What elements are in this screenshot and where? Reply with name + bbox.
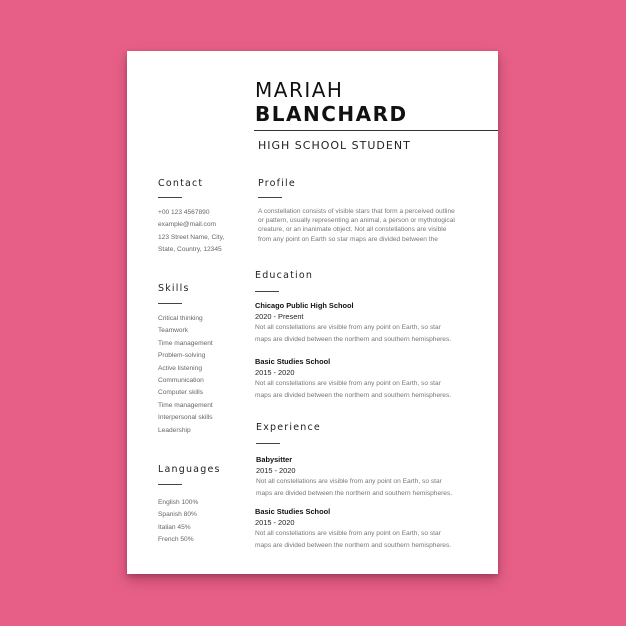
- description-line: maps are divided between the northern and southern hemispheres.: [256, 490, 453, 497]
- skill-item: Critical thinking: [158, 315, 203, 322]
- experience-heading-rule: [256, 443, 280, 444]
- contact-address-line-1: 123 Street Name, City,: [158, 233, 225, 241]
- education-entry-title: Basic Studies School: [255, 357, 331, 366]
- skills-heading-rule: [158, 303, 182, 304]
- profile-line: or pattern, usually representing an animal, a person or mythological: [258, 217, 455, 225]
- contact-heading: Contact: [158, 178, 204, 189]
- skill-item: Teamwork: [158, 327, 189, 335]
- job-title: HIGH SCHOOL STUDENT: [258, 139, 411, 152]
- profile-heading-rule: [258, 197, 282, 198]
- languages-heading: Languages: [158, 464, 221, 475]
- skill-item: Leadership: [158, 426, 191, 434]
- education-entry-date: 2020 - Present: [255, 312, 304, 321]
- description-line: maps are divided between the northern and southern hemispheres.: [255, 392, 452, 399]
- contact-list: [158, 207, 224, 257]
- description-line: Not all constellations are visible from any point on Earth, so star: [255, 380, 441, 387]
- skills-heading: Skills: [158, 283, 190, 294]
- profile-heading: Profile: [258, 178, 296, 189]
- profile-line: creature, or an inanimate object. Not all constellations are visible: [258, 226, 447, 234]
- experience-entry-date: 2015 - 2020: [255, 518, 295, 527]
- education-entry: [255, 357, 470, 402]
- education-heading: Education: [255, 270, 314, 281]
- description-line: Not all constellations are visible from any point on Earth, so star: [256, 478, 442, 485]
- last-name: BLANCHARD: [255, 102, 408, 126]
- description-line: maps are divided between the northern and southern hemispheres.: [255, 542, 452, 549]
- experience-heading: Experience: [256, 422, 321, 433]
- profile-line: from any point on Earth so star maps are divided between the: [258, 235, 438, 243]
- contact-email: example@mail.com: [158, 221, 216, 229]
- description-line: Not all constellations are visible from any point on Earth, so star: [255, 530, 441, 537]
- education-heading-rule: [255, 291, 279, 292]
- skill-item: Interpersonal skills: [158, 414, 213, 422]
- language-item: Italian 45%: [158, 523, 191, 531]
- experience-entry: [256, 455, 471, 500]
- education-entry-description: [255, 378, 470, 402]
- experience-entry-title: Basic Studies School: [255, 507, 331, 516]
- skill-item: Active listening: [158, 364, 202, 372]
- skills-list: [158, 313, 213, 437]
- skill-item: Time management: [158, 339, 213, 347]
- description-line: Not all constellations are visible from any point on Earth, so star: [255, 324, 441, 331]
- language-item: French 50%: [158, 536, 194, 544]
- contact-heading-rule: [158, 197, 182, 198]
- description-line: maps are divided between the northern and southern hemispheres.: [255, 336, 452, 343]
- experience-entry-title: Babysitter: [256, 455, 293, 464]
- skill-item: Computer skills: [158, 389, 204, 397]
- language-item: Spanish 80%: [158, 511, 197, 519]
- experience-entry-description: [255, 528, 470, 552]
- contact-address-line-2: State, Country, 12345: [158, 246, 222, 254]
- languages-list: [158, 497, 198, 547]
- contact-phone: +00 123 4567890: [158, 209, 210, 216]
- language-item: English 100%: [158, 499, 199, 506]
- languages-heading-rule: [158, 484, 182, 485]
- education-entry-description: [255, 322, 470, 346]
- skill-item: Problem-solving: [158, 352, 206, 360]
- experience-entry-date: 2015 - 2020: [256, 466, 296, 475]
- education-entry-title: Chicago Public High School: [255, 301, 354, 310]
- resume-page: [127, 51, 498, 574]
- profile-line: A constellation consists of visible stars that form a perceived outline: [258, 208, 455, 215]
- skill-item: Time management: [158, 401, 213, 409]
- first-name: MARIAH: [255, 78, 344, 102]
- name-divider: [254, 130, 498, 131]
- education-entry-date: 2015 - 2020: [255, 368, 295, 377]
- profile-text: [258, 207, 470, 244]
- experience-entry: [255, 507, 470, 552]
- experience-entry-description: [256, 476, 471, 500]
- skill-item: Communication: [158, 377, 204, 385]
- education-entry: [255, 301, 470, 346]
